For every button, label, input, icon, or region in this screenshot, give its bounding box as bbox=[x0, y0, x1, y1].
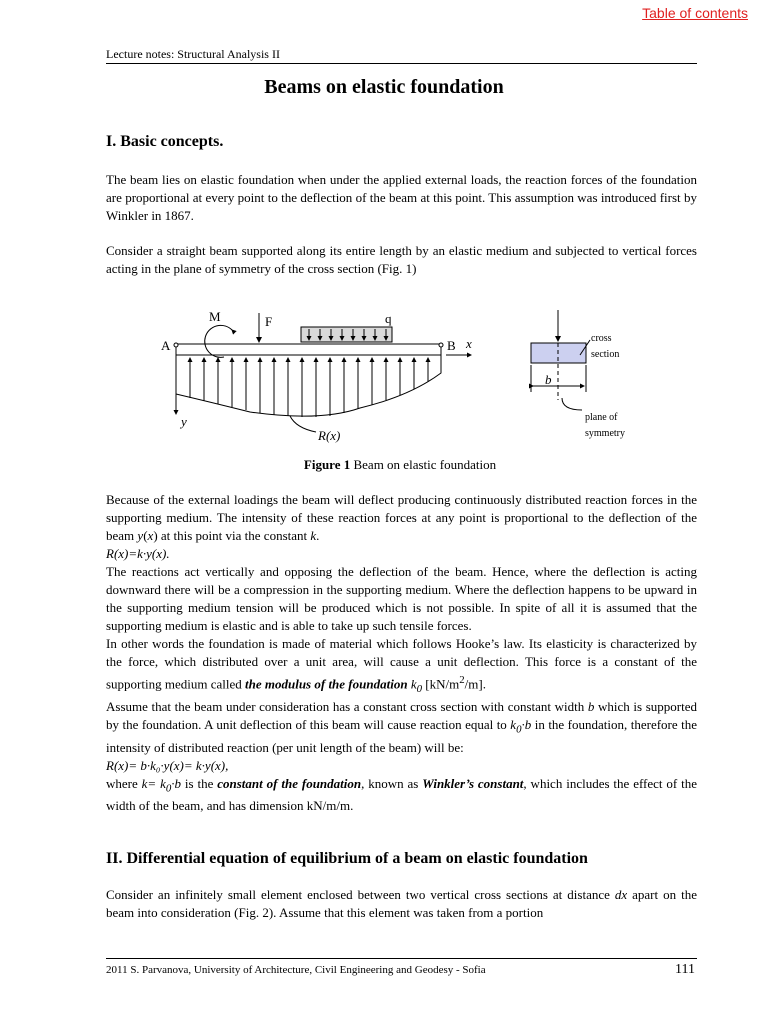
page-title: Beams on elastic foundation bbox=[264, 76, 504, 98]
label-y: y bbox=[181, 414, 187, 429]
paragraph-straight-beam bbox=[106, 242, 697, 278]
paragraph-infinitesimal-element bbox=[106, 886, 697, 922]
plane-label-1: plane of bbox=[585, 412, 618, 423]
beam-end-a bbox=[174, 343, 178, 347]
label-b: B bbox=[447, 338, 456, 353]
header-rule bbox=[106, 63, 697, 64]
label-a: A bbox=[161, 338, 171, 353]
body-text-block bbox=[106, 491, 697, 815]
beam-end-b bbox=[439, 343, 443, 347]
label-f: F bbox=[265, 314, 273, 329]
figure-caption bbox=[0, 457, 768, 473]
paragraph-constant-width: Assume that the beam under consideration has a constant cross section with constant width b which is supported by the foundation. A unit deflection of this beam will cause reaction equal to $k_0\cdot b$ in the foundation, therefore the intensity of distributed reaction (per unit length of the beam) will be: bbox=[106, 698, 698, 755]
label-b-width: b bbox=[545, 372, 552, 387]
reaction-leader bbox=[290, 416, 316, 432]
equation-rx-bk0yx: R(x)= b·k₀·y(x)= k·y(x), bbox=[106, 757, 229, 773]
cross-section-label-2: section bbox=[591, 349, 620, 360]
cross-section-label-1: cross bbox=[591, 333, 612, 344]
paragraph-reaction-forces: Because of the external loadings the beam will deflect producing continuously distributed reaction forces in the supporting medium. The intensity of these reaction forces at any point is proportional to the deflection of the beam y(x) at this point via the constant k. bbox=[106, 492, 697, 543]
caption-text: Beam on elastic foundation bbox=[350, 457, 497, 472]
distributed-load-q bbox=[301, 327, 392, 342]
footer-rule bbox=[106, 958, 697, 959]
label-x: x bbox=[466, 336, 472, 351]
running-header: Lecture notes: Structural Analysis II bbox=[106, 47, 280, 61]
caption-figure-number: Figure 1 bbox=[303, 457, 351, 472]
paragraph-winkler-constant: where $k= k_0\cdot b$ is the constant of the foundation, known as Winkler’s constant, which includes the effect of the width of the beam, and has dimension kN/m/m. bbox=[106, 775, 698, 814]
paragraph-text: Consider a straight beam supported along its entire length by an elastic medium and subjected to vertical forces acting in the plane of symmetry of the cross section (Fig. 1) bbox=[106, 243, 697, 276]
page-number: 111 bbox=[675, 962, 695, 977]
paragraph-hookes-law: In other words the foundation is made of material which follows Hooke’s law. Its elasticity is characterized by the force, which distributed over a unit area, will cause a unit deflection. This force is a constant of the supporting medium called the modulus of the foundation $k_0$ $[kN/m^2/m]$. bbox=[106, 636, 697, 695]
reaction-curve bbox=[176, 355, 441, 416]
paragraph-text: Consider an infinitely small element enclosed between two vertical cross sections at distance dx apart on the beam into consideration (Fig. 2). Assume that this element was taken from a portion bbox=[106, 887, 697, 920]
reaction-arrows bbox=[190, 358, 428, 417]
figure-beam-on-elastic-foundation bbox=[0, 300, 768, 450]
label-q: q bbox=[385, 311, 392, 326]
section-heading-basic-concepts: I. Basic concepts. bbox=[106, 133, 224, 150]
equation-rx-kyx: R(x)=k·y(x). bbox=[106, 546, 170, 561]
paragraph-text: The beam lies on elastic foundation when under the applied external loads, the reaction forces of the foundation are proportional at every point to the deflection of the beam at this point. This assumption was introduced first by Winkler in 1867. bbox=[106, 172, 697, 223]
beam bbox=[176, 344, 441, 355]
paragraph-winkler-intro bbox=[106, 171, 697, 225]
paragraph-reactions-vertical: The reactions act vertically and opposing the deflection of the beam. Hence, where the deflection is acting downward there will be a compression in the supporting medium. Where the deflection happens to be upward in the supporting medium tension will be produced which is not possible. In spite of all it is assumed that the supporting medium is elastic and is able to take up such tensile forces. bbox=[106, 564, 697, 633]
plane-label-2: symmetry bbox=[585, 428, 625, 439]
label-rx: R(x) bbox=[318, 428, 341, 443]
section-heading-differential-equation: II. Differential equation of equilibrium of a beam on elastic foundation bbox=[106, 850, 588, 867]
label-m: M bbox=[209, 309, 221, 324]
table-of-contents-link[interactable]: Table of contents bbox=[642, 5, 748, 21]
plane-leader bbox=[562, 398, 582, 410]
footer-text: 2011 S. Parvanova, University of Architecture, Civil Engineering and Geodesy - Sofia bbox=[106, 964, 486, 976]
